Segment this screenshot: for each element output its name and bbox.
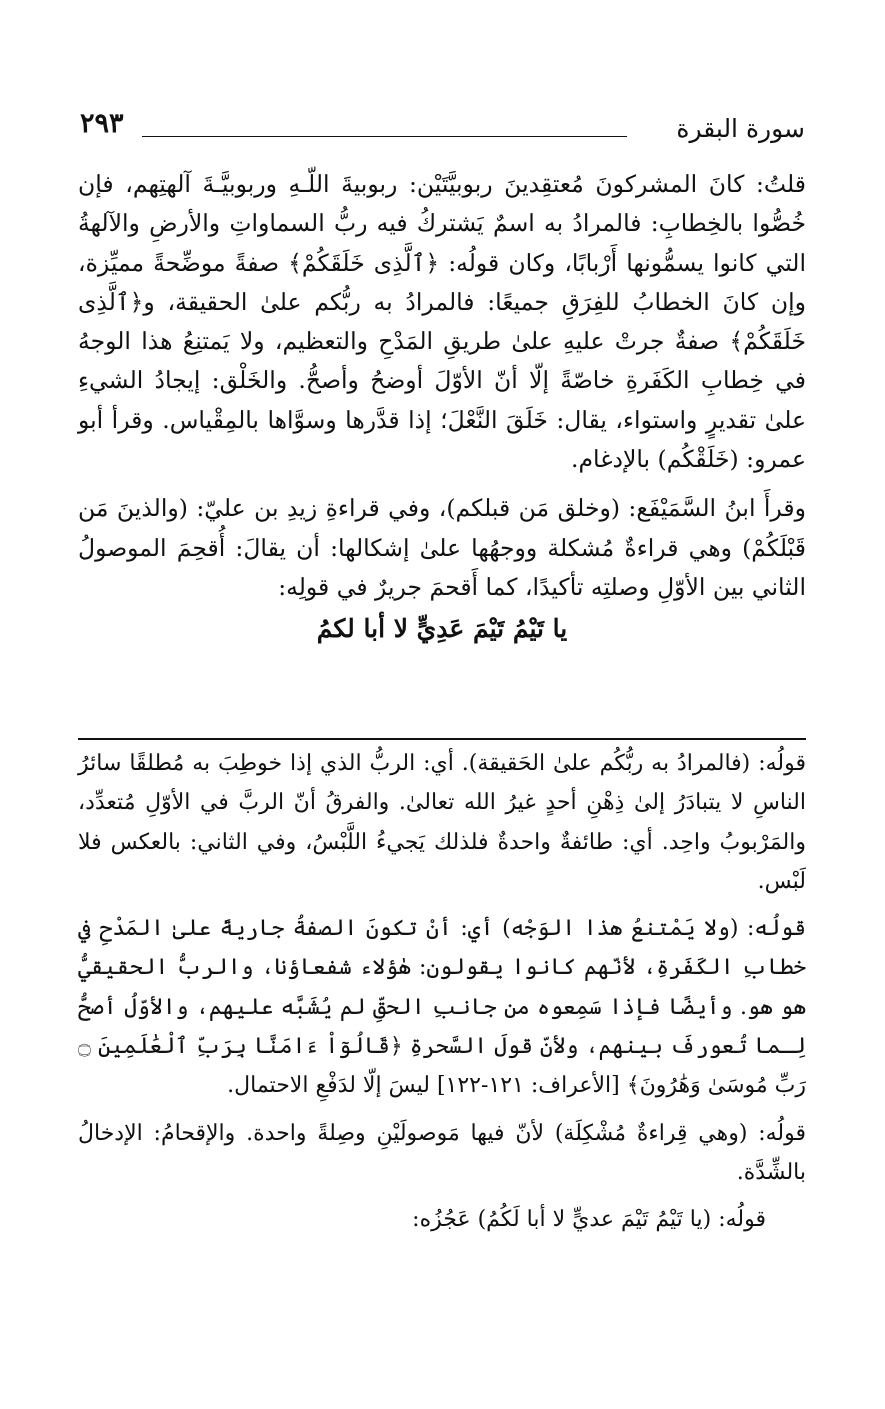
header-rule [142, 136, 627, 137]
surah-title: سورة البقرة [676, 114, 805, 143]
note-1: قولُه: (فالمرادُ به ربُّكُم علىٰ الحَقيقة). أي: الربُّ الذي إذا خوطِبَ به مُطلقًا سائرُ الناسِ لا يتبادَرُ إلىٰ ذِهْنِ أحدٍ غيرُ الله تعالىٰ. والفرقُ أنّ الربَّ في الأوّلِ مُتعدِّد، والمَرْبوبُ واحِد. أي: طائفةٌ واحدةٌ فلذلك يَجيءُ اللَّبْسُ، وفي الثاني: بالعكس فلا لَبْس. [78, 751, 806, 894]
note-4: قولُه: (يا تَيْمُ تَيْمَ عديٍّ لا أبا لَكُمُ) عَجُزُه: [412, 1207, 766, 1233]
main-paragraph-2: وقرأَ ابنُ السَّمَيْفَع: (وخلق مَن قبلكم)، وفي قراءةِ زيدِ بن عليّ: (والذينَ مَن قَبْلَكُمْ) وهي قراءةٌ مُشكلة ووجهُها علىٰ إشكالها: أن يقالَ: أُقحِمَ الموصولُ الثاني بين الأوّلِ وصلتِه تأكيدًا، كما أَقحمَ جريرٌ في قولِه: [78, 494, 806, 601]
main-paragraph-1: قلتُ: كانَ المشركونَ مُعتقِدينَ ربوبيَّتَيْن: ربوبيةَ اللّـهِ وربوبيَّـةَ آلهتِهم، فإن خُصُّوا بالخِطابِ: فالمرادُ به اسمٌ يَشتركُ فيه ربُّ السماواتِ والأرضِ والآلهةُ التي كانوا يسمُّونها أَرْبابًا، وكان قولُه: ﴿ٱلَّذِى خَلَقَكُمْ﴾ صفةً موضِّحةً مميِّزة، وإن كانَ الخطابُ للفِرَقِ جميعًا: فالمرادُ به ربُّكم علىٰ الحقيقة، و﴿ٱلَّذِى خَلَقَكُمْ﴾ صفةٌ جرتْ عليهِ علىٰ طريقِ المَدْحِ والتعظيم، ولا يَمتنِعُ هذا الوجهُ في خِطابِ الكَفَرةِ خاصّةً إلّا أنّ الأوّلَ أوضحُ وأصحُّ. والخَلْق: إيجادُ الشيءِ علىٰ تقديرٍ واستواء، يقال: خَلَقَ النَّعْلَ؛ إذا قدَّرها وسوَّاها بالمِقْياس. وقرأ أبو عمرو: (خَلَقْكُم) بالإدغام. [78, 170, 806, 474]
page-header [80, 108, 805, 148]
note-2: قولُه: (ولا يَمْتنعُ هذا الوَجْه) أي: أنْ تكونَ الصفةُ جاريةً علىٰ المَدْحِ في خطابِ الكَفَرةِ، لأنّهم كانوا يقولون: هٰؤلاء شفعاؤنا، والربُّ الحقيقيُّ هو هو. وأيضًا فإذا سَمِعوه من جانبِ الحقِّ لم يُشَبَّه عليهم، والأوّلُ أصحُّ لِـما تُعورفَ بينهم، ولأنّ قولَ السَّحرةِ ﴿قَالُوٓاْ ءَامَنَّا بِرَبِّ ٱلْعَٰلَمِينَ ۝ رَبِّ مُوسَىٰ وَهَٰرُونَ﴾ [الأعراف: ١٢١-١٢٢] ليسَ إلّا لدَفْعِ الاحتمال. [78, 916, 806, 1099]
commentary-notes [78, 744, 806, 1248]
note-3: قولُه: (وهي قِراءةٌ مُشْكِلَة) لأنّ فيها مَوصولَيْنِ وصِلةً واحدة. والإقحامُ: الإدخالُ بالشِّدَّة. [78, 1120, 806, 1185]
poetry-verse: يا تَيْمُ تَيْمَ عَدِيٍّ لا أبا لكمُ [316, 614, 568, 644]
footnote-divider [78, 738, 806, 740]
page-number: ٢٩٣ [80, 108, 124, 139]
main-text [78, 165, 806, 649]
